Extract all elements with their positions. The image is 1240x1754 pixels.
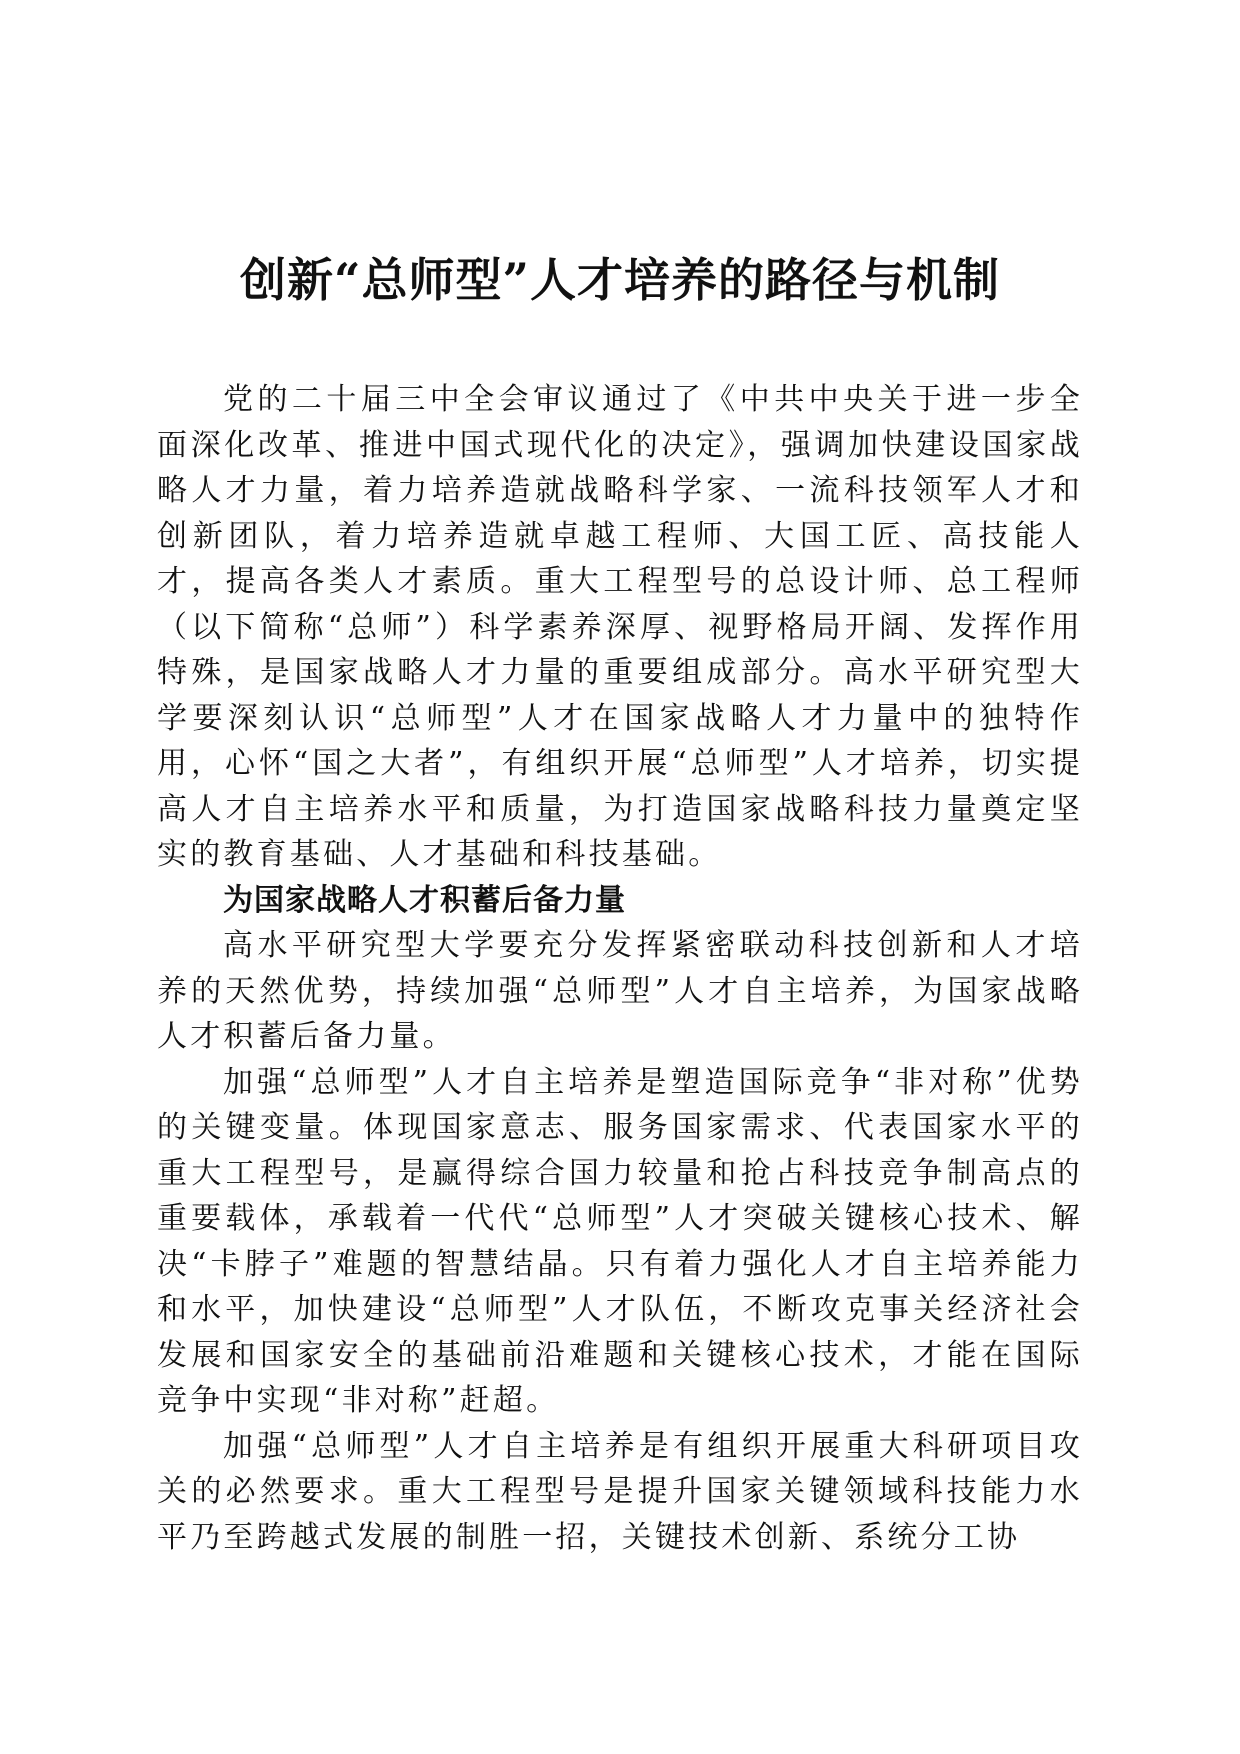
body-paragraph: 高水平研究型大学要充分发挥紧密联动科技创新和人才培养的天然优势，持续加强“总师型”人才自主培养，为国家战略人才积蓄后备力量。 [157, 928, 1083, 1054]
body-paragraph: 加强“总师型”人才自主培养是塑造国际竞争“非对称”优势的关键变量。体现国家意志、服务国家需求、代表国家水平的重大工程型号，是赢得综合国力较量和抢占科技竞争制高点的重要载体，承载着一代代“总师型”人才突破关键核心技术、解决“卡脖子”难题的智慧结晶。只有着力强化人才自主培养能力和水平，加快建设“总师型”人才队伍，不断攻克事关经济社会发展和国家安全的基础前沿难题和关键核心技术，才能在国际竞争中实现“非对称”赶超。 [157, 1064, 1083, 1418]
document-body [157, 377, 1083, 1560]
intro-paragraph: 党的二十届三中全会审议通过了《中共中央关于进一步全面深化改革、推进中国式现代化的决定》，强调加快建设国家战略人才力量，着力培养造就战略科学家、一流科技领军人才和创新团队，着力培养造就卓越工程师、大国工匠、高技能人才，提高各类人才素质。重大工程型号的总设计师、总工程师（以下简称“总师”）科学素养深厚、视野格局开阔、发挥作用特殊，是国家战略人才力量的重要组成部分。高水平研究型大学要深刻认识“总师型”人才在国家战略人才力量中的独特作用，心怀“国之大者”，有组织开展“总师型”人才培养，切实提高人才自主培养水平和质量，为打造国家战略科技力量奠定坚实的教育基础、人才基础和科技基础。 [157, 382, 1083, 872]
document-title: 创新“总师型”人才培养的路径与机制 [240, 253, 1000, 307]
body-paragraph: 加强“总师型”人才自主培养是有组织开展重大科研项目攻关的必然要求。重大工程型号是提升国家关键领域科技能力水平乃至跨越式发展的制胜一招，关键技术创新、系统分工协 [157, 1428, 1083, 1555]
section-heading: 为国家战略人才积蓄后备力量 [223, 882, 626, 918]
